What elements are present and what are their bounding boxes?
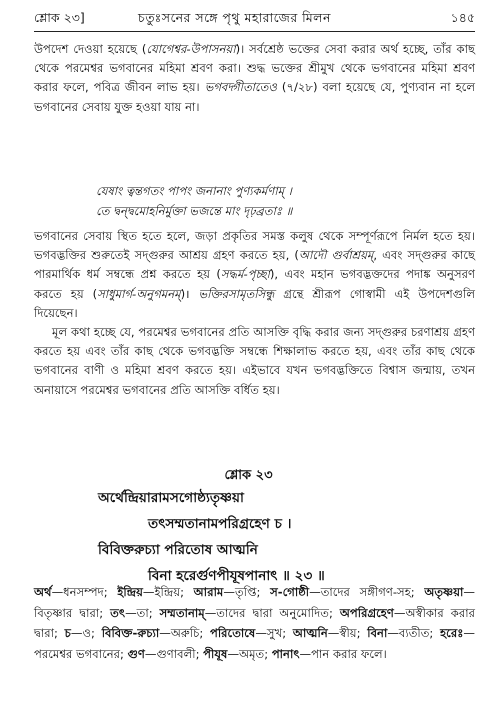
synonym-meaning: —পান করার ফলে। — [299, 646, 387, 661]
synonym-meaning: —বিতৃষ্ণার দ্বারা; — [34, 585, 475, 620]
running-header — [34, 8, 475, 30]
synonym-meaning: —ও; — [70, 626, 102, 641]
synonym-word: চ — [64, 626, 71, 641]
header-rule — [34, 31, 475, 32]
sanskrit-verse-line-2: তৎসম্মতানামপরিগ্রহেণ চ । — [148, 516, 292, 532]
synonym-meaning: —অরুচি; — [159, 626, 210, 641]
purport-paragraph-3: মূল কথা হচ্ছে যে, পরমেশ্বর ভগবানের প্রতি আসক্তি বৃদ্ধি করার জন্য সদ্গুরুর চরণাশ্রয় গ্রহণ করতে হয় এবং তাঁর কাছ থেকে ভগবদ্ভক্তি সম্বন্ধে শিক্ষালাভ করতে হয়, এবং তাঁর কাছ থেকে ভগবানের বাণী ও মহিমা শ্রবণ করতে হয়। এইভাবে যখন ভগবদ্ভক্তিতে বিশ্বাস জন্মায়, তখন অনায়াসে পরমেশ্বর ভগবানের প্রতি আসক্তি বর্ধিত হয়। — [34, 325, 475, 397]
synonym-meaning: —ধনসম্পদ; — [51, 585, 118, 599]
synonym-word: তৎ — [110, 605, 126, 620]
synonym-meaning: —অস্বীকার করার দ্বারা; — [34, 605, 475, 641]
verse-number-heading: শ্লোক ২৩ — [224, 468, 273, 483]
text-run: গ্রন্থে শ্রীরূপ গোস্বামী এই উপদেশগুলি দিয়েছেন। — [34, 286, 475, 320]
header-chapter-title: চতুঃসনের সঙ্গে পৃথু মহারাজের মিলন — [138, 10, 331, 25]
synonym-word: অর্থ — [34, 585, 52, 599]
synonym-word: পীযূষ — [203, 646, 228, 661]
synonym-word: বিবিক্ত-রুচ্যা — [101, 626, 160, 641]
synonym-word: পানাৎ — [271, 646, 300, 661]
text-run: উপদেশ দেওয়া হয়েছে ( — [34, 42, 147, 56]
synonym-meaning: —স্বীয়; — [327, 626, 368, 641]
synonym-meaning: —পরমেশ্বর ভগবানের; — [34, 626, 475, 661]
gita-quote-line-2: তে দ্বন্দ্বমোহনির্মুক্তা ভজন্তে মাং দৃঢ়ব্রতাঃ ॥ — [96, 204, 293, 218]
synonym-word: গুণ — [127, 646, 145, 661]
synonym-meaning: —তাদের সঙ্গীগণ-সহ; — [309, 585, 425, 599]
synonym-meaning: —তা; — [125, 605, 160, 620]
sanskrit-verse-line-3: বিবিক্তরুচ্যা পরিতোষ আত্মনি — [98, 542, 258, 558]
italic-term: সদ্ধর্ম-পৃচ্ছা — [220, 267, 270, 282]
sanskrit-verse-line-1: অর্থেন্দ্রিয়ারামসগোষ্ঠ্যতৃষ্ণয়া — [98, 490, 244, 506]
word-for-word-synonyms — [34, 582, 475, 664]
text-run: ), এবং মহান ভগবদ্ভক্তদের পদাঙ্ক অনুসরণ করতে হয় ( — [34, 267, 476, 301]
purport-paragraph-2 — [34, 227, 475, 323]
italic-term: ভক্তিরসামৃতসিন্ধু — [198, 286, 275, 301]
text-run: , এবং সদ্গুরুর কাছে পারমার্থিক ধর্ম সম্বন্ধে প্রশ্ন করতে হয় ( — [34, 248, 475, 282]
synonym-meaning: —ব্যতীত; — [387, 626, 441, 641]
synonym-meaning: —সুখ; — [255, 626, 293, 641]
synonym-word: আত্মনি — [292, 626, 328, 641]
italic-term: সাধুমার্গ-অনুগমনম্ — [97, 286, 181, 301]
synonym-meaning: —ইন্দ্রিয়; — [142, 585, 194, 599]
text-run: (৭/২৮) বলা হয়েছে যে, পুণ্যবান না হলে ভগবানের সেবায় যুক্ত হওয়া যায় না। — [34, 80, 475, 114]
synonym-meaning: —তাদের দ্বারা অনুমোদিত; — [204, 605, 340, 620]
purport-paragraph-1 — [34, 40, 475, 117]
text-run: )। — [180, 286, 199, 301]
gita-quote-line-1: যেষাং ত্বন্তগতং পাপং জনানাং পুণ্যকর্মণাম্ । — [96, 184, 292, 198]
italic-term: আদৌ গুর্বাশ্রয়ম্ — [298, 248, 374, 263]
header-verse-ref: শ্লোক ২৩] — [34, 10, 85, 25]
italic-term: যোগেশ্বর-উপাসনয়া — [146, 42, 236, 56]
synonym-word: সম্মতানাম্ — [159, 605, 205, 620]
sanskrit-verse-line-4: বিনা হরের্গুণপীযূষপানাৎ ॥ ২৩ ॥ — [148, 568, 325, 584]
synonym-word: ইন্দ্রিয় — [117, 585, 143, 599]
synonym-word: বিনা — [367, 626, 388, 641]
synonym-word: অপরিগ্রহেণ — [339, 605, 394, 620]
synonym-meaning: —তৃপ্তি; — [223, 585, 271, 599]
synonym-word: হরেঃ — [440, 626, 464, 641]
text-run: )। সর্বশ্রেষ্ঠ ভক্তের সেবা করার অর্থ হচ্ছে, তাঁর কাছ থেকে পরমেশ্বর ভগবানের মহিমা শ্রবণ করা। শুদ্ধ ভক্তের শ্রীমুখ থেকে ভগবানের মহিমা শ্রবণ করার ফলে, পবিত্র জীবন লাভ হয়। — [34, 42, 475, 95]
text-run: ভগবানের সেবায় স্থিত হতে হলে, জড়া প্রকৃতির সমস্ত কলুষ থেকে সম্পূর্ণরূপে নির্মল হতে হয়। ভগবদ্ভক্তির শুরুতেই সদ্গুরুর আশ্রয় গ্রহণ করতে হয়, ( — [34, 229, 475, 263]
synonym-word: পরিতোষে — [209, 626, 256, 641]
synonym-word: আরাম — [193, 585, 224, 599]
italic-term: ভগবদ্গীতাতেও — [204, 80, 277, 95]
synonym-meaning: —গুণাবলী; — [144, 646, 204, 661]
page-number: ১৪৫ — [450, 10, 475, 25]
synonym-meaning: —অমৃত; — [227, 646, 272, 661]
synonym-word: অতৃষ্ণয়া — [424, 585, 464, 599]
synonym-word: স-গোষ্ঠী — [270, 585, 310, 599]
